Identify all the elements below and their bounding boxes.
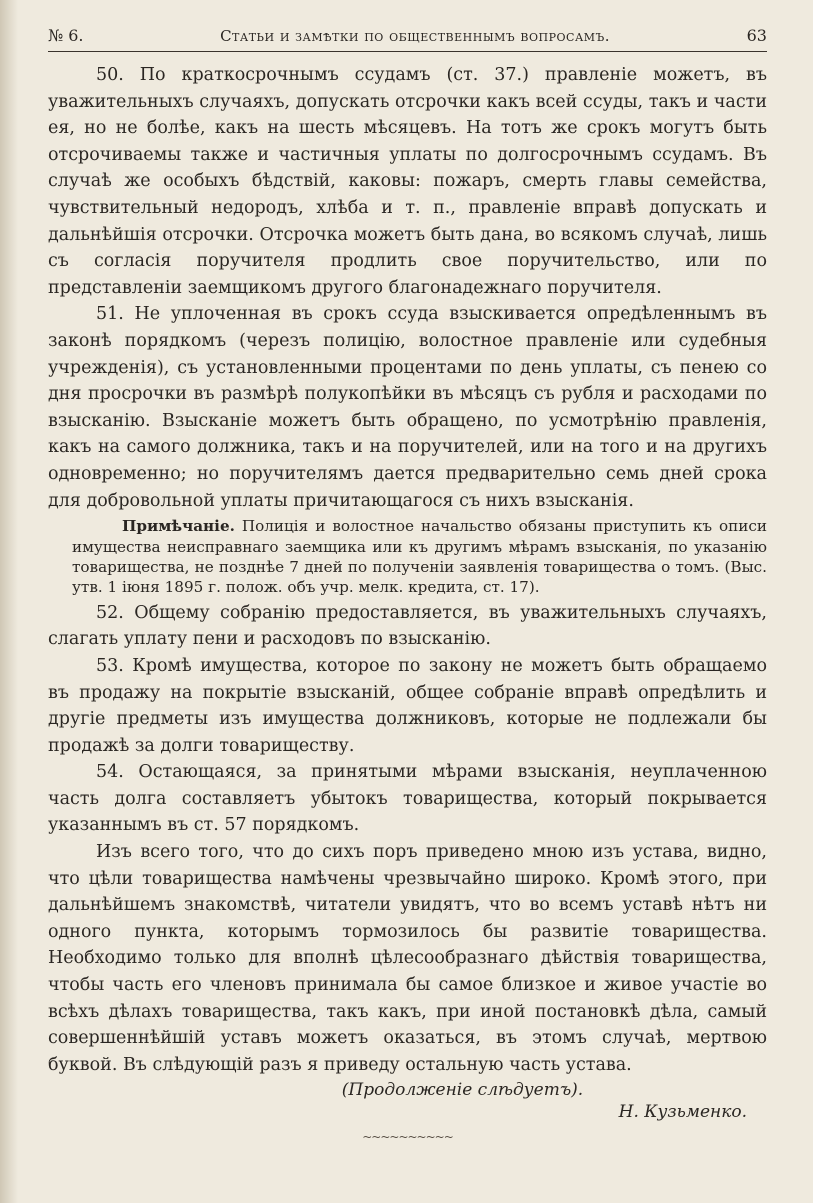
note-label: Примѣчаніе. <box>122 517 235 536</box>
note-text: Полиція и волостное начальство обязаны приступить къ описи имущества неисправнаго заемщика или къ другимъ мѣрамъ взысканія, по указанію товарищества, не позднѣе 7 дней по полученіи заявленія товарищества о томъ. (Выс. утв. 1 іюня 1895 г. полож. объ учр. мелк. кредита, ст. 17). <box>72 517 767 597</box>
end-ornament: ~~~~~~~~~~ <box>362 1130 453 1145</box>
paragraph-53: 53. Кромѣ имущества, которое по закону не можетъ быть обращаемо въ продажу на покрытіе взысканій, общее собраніе вправѣ опредѣлить и другіе предметы изъ имущества должниковъ, которые не подлежали бы продажѣ за долги товариществу. <box>48 655 767 756</box>
paragraph-54: 54. Остающаяся, за принятыми мѣрами взысканія, неуплаченною часть долга составляетъ убытокъ товарищества, который покрывается указаннымъ въ ст. 57 порядкомъ. <box>48 762 767 836</box>
continued-note: (Продолженіе слѣдуетъ). <box>341 1080 584 1101</box>
running-title: Статьи и замѣтки по общественнымъ вопросамъ. <box>220 27 611 45</box>
conclusion-paragraph: Изъ всего того, что до сихъ поръ приведено мною изъ устава, видно, что цѣли товарищества намѣчены чрезвычайно широко. Кромѣ этого, при дальнѣйшемъ знакомствѣ, читатели увидятъ, что во всемъ уставѣ нѣтъ ни одного пункта, которымъ тормозилось бы развитіе товарищества. Необходимо только для вполнѣ цѣлесообразнаго дѣйствія товарищества, чтобы часть его членовъ принимала бы самое близкое и живое участіе во всѣхъ дѣлахъ товарищества, такъ какъ, при иной постановкѣ дѣла, самый совершеннѣйшій уставъ можетъ оказаться, въ этомъ случаѣ, мертвою буквой. Въ слѣдующій разъ я приведу остальную часть устава. <box>48 842 767 1075</box>
paragraph-52: 52. Общему собранію предоставляется, въ уважительныхъ случаяхъ, слагать уплату пени и расходовъ по взысканію. <box>48 602 767 650</box>
page-number: 63 <box>746 26 767 45</box>
article-body <box>48 62 767 1078</box>
author-signature: Н. Кузьменко. <box>618 1102 747 1123</box>
paragraph-50: 50. По краткосрочнымъ ссудамъ (ст. 37.) правленіе можетъ, въ уважительныхъ случаяхъ, допускать отсрочки какъ всей ссуды, такъ и части ея, но не болѣе, какъ на шесть мѣсяцевъ. На тотъ же срокъ могутъ быть отсрочиваемы также и частичныя уплаты по долгосрочнымъ ссудамъ. Въ случаѣ же особыхъ бѣдствій, каковы: пожаръ, смерть главы семейства, чувствительный недородъ, хлѣба и т. п., правленіе вправѣ допускать и дальнѣйшія отсрочки. Отсрочка можетъ быть дана, во всякомъ случаѣ, лишь съ согласія поручителя продлить свое поручительство, или по представленіи заемщикомъ другого благонадежнаго поручителя. <box>48 65 767 298</box>
footnote-remark <box>48 516 767 598</box>
binding-gutter <box>0 0 18 1203</box>
paragraph-51: 51. Не уплоченная въ срокъ ссуда взыскивается опредѣленнымъ въ законѣ порядкомъ (черезъ полицію, волостное правленіе или судебныя учрежденія), съ установленными процентами по день уплаты, съ пенею со дня просрочки въ размѣрѣ полукопѣйки въ мѣсяцъ съ рубля и расходами по взысканію. Взысканіе можетъ быть обращено, по усмотрѣнію правленія, какъ на самого должника, такъ и на поручителей, или на того и на другихъ одновременно; но поручителямъ дается предварительно семь дней срока для добровольной уплаты причитающагося съ нихъ взысканія. <box>48 304 767 511</box>
issue-number: № 6. <box>48 26 84 45</box>
running-header <box>48 26 767 52</box>
